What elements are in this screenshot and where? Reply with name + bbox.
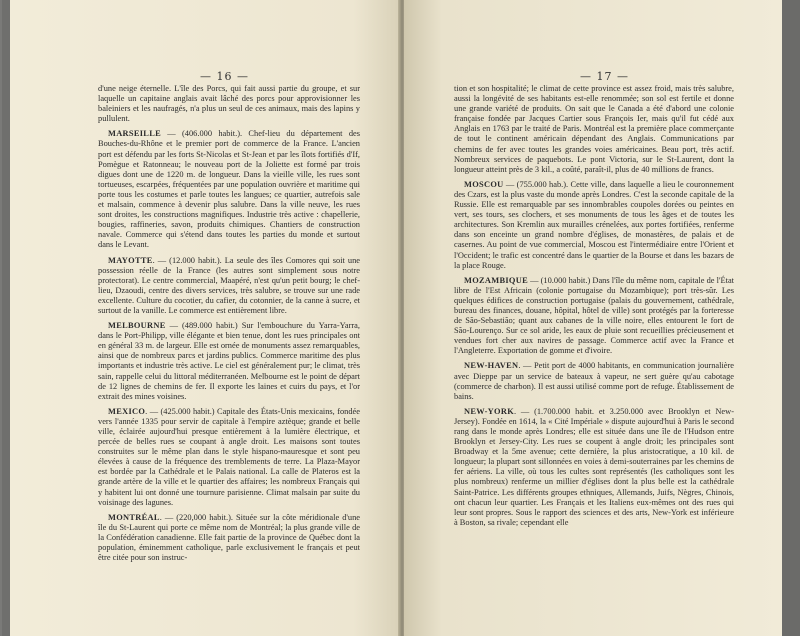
entry-text: . — Petit port de 4000 habitants, en communication journalière avec Dieppe par un service de bateaux à vapeur, ne sert guère qu'au cabotage (commerce de charbon). Il est aussi utilisé comme port de refuge. Établissement de bains. [454,361,734,401]
background-edge [782,0,800,636]
entry-name: MARSEILLE [108,129,161,139]
right-page-text [454,84,734,533]
entry-name: MAYOTTE [108,255,153,265]
entry-marseille [98,129,360,250]
entry-text: . — (425.000 habit.) Capitale des États-Unis mexicains, fondée vers l'année 1335 pour servir de capitale à l'empire aztèque; grande et belle ville, éclairée aujourd'hui presque entièrement à la lumière électrique, et percée de belles rues se coupant à angle droit. Les maisons sont toutes construites sur le même plan dans le style hispano-mauresque et sont peu élevées à cause de la fréquence des tremblements de terre. La Plaza-Mayor est bordée par la Cathédrale et le Palais national. La calle de Plateros est la grande artère de la ville et le quartier des affaires; les nombreux Français qui y habitent lui ont donné une tournure parisienne. Climat malsain par suite du voisinage des lagunes. [98,406,360,507]
entry-name: NEW-HAVEN [464,361,519,371]
left-page-text [98,84,360,568]
entry-name: MOSCOU [464,179,504,189]
entry-name: MELBOURNE [108,321,166,331]
entry-new-haven [454,361,734,401]
entry-text: — (406.000 habit.). Chef-lieu du département des Bouches-du-Rhône et le premier port de commerce de la France. L'ancien port est défendu par les forts St-Nicolas et St-Jean et par les îlots fortifiés d'If, Pomègue et Ratonneau; le nouveau port de la Joliette est formé par trois digues dont une de 1220 m. de longueur. Dans la vieille ville, les rues sont tortueuses, escarpées, fréquentées par une population ouvrière et maritime qui porte tous les costumes et parle toutes les langues; ce quartier, autrefois sale et malsain, commence à devenir plus salubre. Dans la ville neuve, les rues sont droites, les constructions magnifiques. Industrie très active : chapellerie, bougies, raffineries, savon, produits chimiques. Chantiers de construction navale. Commerce qui s'étend dans toutes les parties du monde et surtout dans le Levant. [98,129,360,250]
entry-new-york [454,407,734,528]
entry-text: — (489.000 habit.) Sur l'embouchure du Yarra-Yarra, dans le Port-Philipp, ville élégante et bien tenue, dont les rues principales ont en général 33 m. de largeur. Elle est ornée de monuments assez remarquables, ainsi que de nombreux parcs et jardins publics. Commerce maritime des plus importants et industrie très active. Le ciel est généralement pur; le climat, très sain, rappelle celui du littoral méditerranéen. Melbourne est le point de départ de 12 lignes de chemins de fer. Il exporte les laines et cuirs du pays, et l'or extrait des mines voisines. [98,321,360,401]
paragraph-continuation: d'une neige éternelle. L'île des Porcs, qui fait aussi partie du groupe, et sur laquelle un capitaine anglais avait lâché des porcs pour approvisionner les baleiniers et les naufragés, n'a plus un seul de ces animaux, mais des lapins y pullulent. [98,84,360,124]
entry-text: . — (12.000 habit.). La seule des îles Comores qui soit une possession réelle de la France (les autres sont simplement sous notre protectorat). Le centre commercial, Maapéré, n'est qu'un petit bourg; le chef-lieu, Dzaoudi, centre des divers services, très salubre, se trouve sur une rade excellente. Culture du cocotier, du cafier, du cotonnier, de la canne à sucre, et surtout de la vanille. Le commerce est entièrement libre. [98,255,360,315]
entry-name: MEXICO [108,406,146,416]
right-page [404,0,782,636]
page-number-17: — 17 — [580,70,629,83]
entry-text: — (755.000 hab.). Cette ville, dans laquelle a lieu le couronnement des Czars, est la plus vaste du monde après Londres. C'est la seconde capitale de la Russie. Elle est remarquable par ses innombrables coupoles dorées ou peintes en vert, ses tours, ses clochers, et ses monuments de tous les âges et de toutes les architectures. Son Kremlin aux murailles crénelées, aux portes fortifiées, renferme dans son enceinte un grand nombre d'églises, de monastères, de palais et de casernes. Au point de vue commercial, Moscou est l'intermédiaire entre l'Orient et l'Occident; le trafic est concentré dans le quartier de la Bourse et dans les bazars de la place Rouge. [454,179,734,270]
entry-melbourne [98,321,360,402]
entry-name: NEW-YORK [464,406,515,416]
entry-montreal [98,513,360,563]
entry-text: . — (220,000 habit.). Située sur la côte méridionale d'une île du St-Laurent qui porte ce même nom de Montréal; la plus grande ville de la Confédération canadienne. Elle fait partie de la province de Québec dont la population, éminemment catholique, parle exclusivement le français et peut être citée pour son instruc- [98,512,360,563]
entry-mozambique [454,276,734,357]
page-number-16: — 16 — [200,70,249,83]
left-page [10,0,400,636]
entry-name: MONTRÉAL [108,512,160,522]
entry-mexico [98,407,360,508]
entry-text: — (10.000 habit.) Dans l'île du même nom, capitale de l'État libre de l'Est Africain (colonie portugaise du Mozambique); port très-sûr. Les quelques édifices de construction portugaise (palais du gouvernement, cathédrale, bureau des finances, douane, hôpital, hôtel de ville) sont protégés par la forteresse de São-Sebastião; quant aux cabanes de la ville noire, elles entourent le fort de São-Lourenço. Sur ce sol aride, les eaux de pluie sont recueillies précieusement et vendues fort cher aux navires de passage. Commerce actif avec la France et l'Angleterre. Exportation de gomme et d'ivoire. [454,275,734,356]
entry-mayotte [98,256,360,317]
paragraph-continuation: tion et son hospitalité; le climat de cette province est assez froid, mais très salubre, aussi la longévité de ses habitants est-elle renommée; son sol est fertile et donne une grande variété de produits. On sait que le Canada a été d'abord une colonie française fondée par Jacques Cartier sous François Ier, mais qu'il fut cédé aux Anglais en 1763 par le traité de Paris. Montréal est la première place commerçante de tout le continent américain dépendant des Anglais. Communications par chemins de fer avec toutes les grandes voies américaines. Beau port, très actif. Nombreux services de paquebots. Le pont Victoria, sur le St-Laurent, dont la longueur atteint près de 3 kil., a coûté, paraît-il, plus de 40 millions de francs. [454,84,734,174]
entry-name: MOZAMBIQUE [464,275,528,285]
entry-moscou [454,180,734,271]
entry-text: . — (1.700.000 habit. et 3.250.000 avec Brooklyn et New-Jersey). Fondée en 1614, la « Cité Impériale » dispute aujourd'hui à Paris le second rang dans le monde après Londres; elle est située dans une île de l'Hudson entre Brooklyn et Jersey-City. Les rues se coupent à angle droit; les principales sont Broadway et la 5me avenue; cette dernière, la plus aristocratique, a 10 kil. de longueur; la plupart sont sillonnées en voies à demi-souterraines par les chemins de fer aériens. La ville, où tous les cultes sont représentés (les catholiques sont les plus nombreux) renferme un millier d'églises dont la plus belle est la cathédrale Saint-Patrice. Les différents groupes ethniques, Allemands, Juifs, Nègres, Chinois, ont chacun leur quartier. Les Français et les Italiens eux-mêmes ont des rues qui leur sont propres. Sous le rapport des sciences et des arts, New-York est inférieure à Boston, sa rivale; cependant elle [454,406,734,527]
